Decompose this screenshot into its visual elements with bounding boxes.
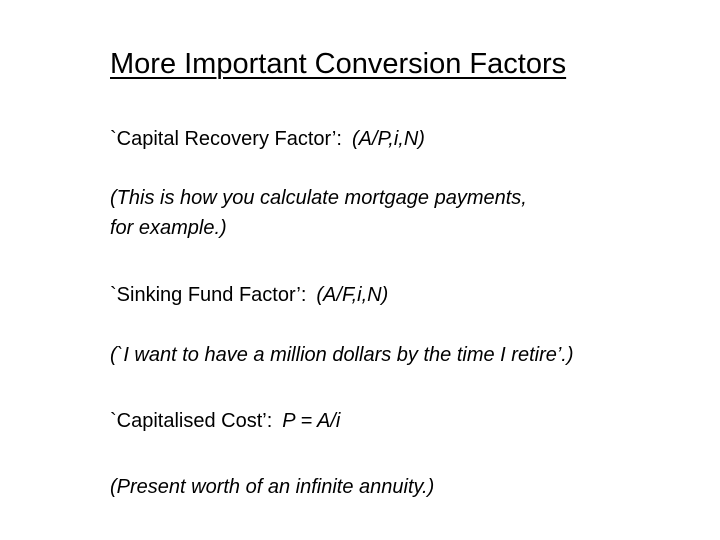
sinking-fund-factor-formula: (A/F,i,N) — [316, 284, 389, 306]
slide-title: More Important Conversion Factors — [110, 48, 567, 80]
retire-note: (`I want to have a million dollars by the time I retire’.) — [110, 344, 574, 366]
capital-recovery-factor-line — [110, 127, 425, 152]
capital-recovery-factor-label: `Capital Recovery Factor’: — [110, 128, 342, 150]
capitalised-cost-line — [110, 409, 340, 434]
capitalised-cost-formula: P = A/i — [282, 410, 341, 432]
sinking-fund-factor-line — [110, 283, 388, 308]
sinking-fund-factor-label: `Sinking Fund Factor’: — [110, 284, 307, 306]
capitalised-cost-label: `Capitalised Cost’: — [110, 410, 273, 432]
mortgage-note — [110, 183, 670, 243]
mortgage-note-line-1: (This is how you calculate mortgage payments, — [110, 187, 527, 209]
annuity-note: (Present worth of an infinite annuity.) — [110, 476, 435, 498]
mortgage-note-line-2: for example.) — [110, 217, 227, 239]
capital-recovery-factor-formula: (A/P,i,N) — [351, 128, 425, 150]
